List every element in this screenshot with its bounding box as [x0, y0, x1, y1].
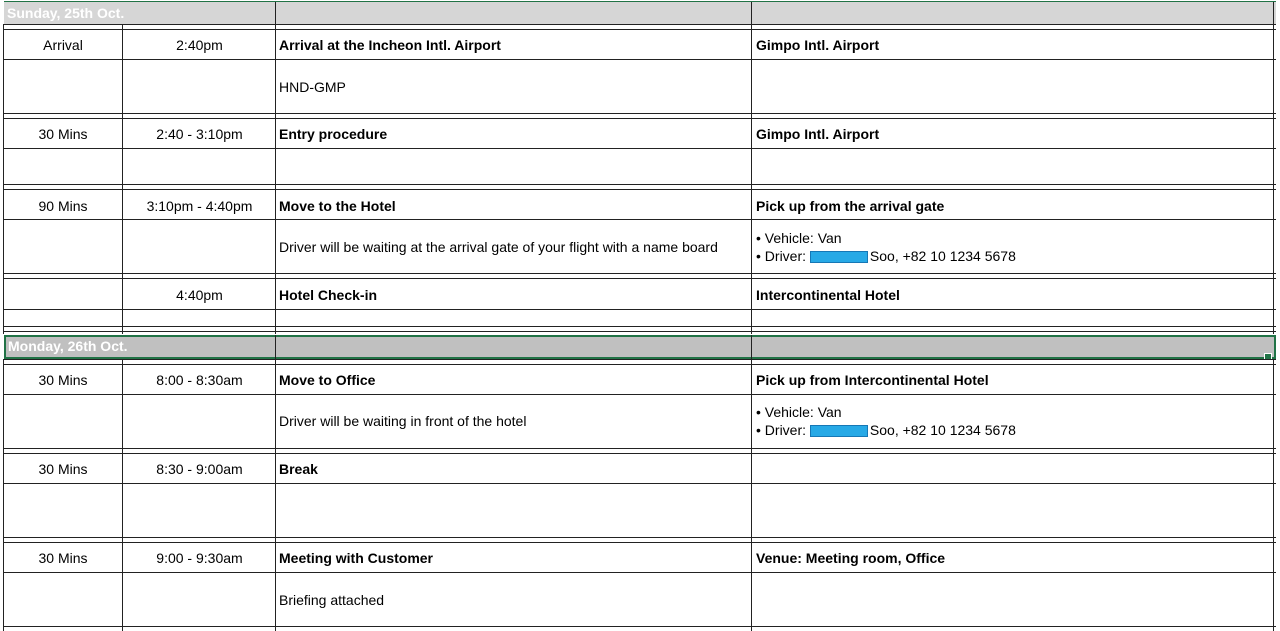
- row-divider: [4, 148, 1276, 149]
- activity-title-cell[interactable]: Meeting with Customer: [279, 550, 434, 566]
- time-cell[interactable]: 9:00 - 9:30am: [156, 550, 243, 566]
- duration-cell[interactable]: 30 Mins: [38, 126, 88, 142]
- table-border-left: [3, 359, 4, 631]
- row-divider: [4, 483, 1276, 484]
- time-cell[interactable]: 8:30 - 9:00am: [156, 461, 243, 477]
- activity-title-cell[interactable]: Arrival at the Incheon Intl. Airport: [279, 37, 501, 53]
- vehicle-line: • Vehicle: Van: [756, 404, 842, 420]
- location-cell[interactable]: Pick up from the arrival gate: [756, 198, 945, 214]
- activity-title-cell[interactable]: Move to the Hotel: [279, 198, 396, 214]
- day-header-label: Monday, 26th Oct.: [8, 338, 128, 354]
- activity-note-cell[interactable]: HND-GMP: [279, 79, 346, 95]
- redacted-name-block: [810, 425, 868, 437]
- pickup-details-cell[interactable]: [756, 403, 1016, 438]
- column-divider: [122, 24, 123, 334]
- duration-cell[interactable]: 30 Mins: [38, 372, 88, 388]
- row-separator: [4, 448, 1276, 454]
- location-cell[interactable]: Pick up from Intercontinental Hotel: [756, 372, 989, 388]
- vehicle-line: • Vehicle: Van: [756, 230, 842, 246]
- time-cell[interactable]: 4:40pm: [176, 287, 223, 303]
- row-separator: [4, 273, 1276, 279]
- location-cell[interactable]: Intercontinental Hotel: [756, 287, 900, 303]
- table-border-left: [3, 24, 4, 334]
- row-separator: [4, 113, 1276, 119]
- day-header-sunday[interactable]: Sunday, 25th Oct.: [4, 2, 1276, 24]
- duration-cell[interactable]: Arrival: [43, 37, 83, 53]
- activity-note-cell[interactable]: Driver will be waiting at the arrival gate of your flight with a name board: [279, 239, 718, 255]
- time-cell[interactable]: 2:40 - 3:10pm: [156, 126, 243, 142]
- column-divider: [751, 2, 752, 334]
- row-separator: [4, 24, 1276, 30]
- time-cell[interactable]: 8:00 - 8:30am: [156, 372, 243, 388]
- table-border-right: [1273, 2, 1274, 334]
- table-border-right: [1273, 359, 1274, 631]
- activity-title-cell[interactable]: Hotel Check-in: [279, 287, 378, 303]
- activity-note-cell[interactable]: Driver will be waiting in front of the hotel: [279, 413, 527, 429]
- location-cell[interactable]: Gimpo Intl. Airport: [756, 126, 880, 142]
- time-cell[interactable]: 2:40pm: [176, 37, 223, 53]
- duration-cell[interactable]: 30 Mins: [38, 461, 88, 477]
- row-divider: [4, 394, 1276, 395]
- column-divider: [275, 2, 276, 334]
- day-header-monday[interactable]: [4, 335, 1276, 359]
- column-divider: [122, 359, 123, 631]
- activity-title-cell[interactable]: Move to Office: [279, 372, 376, 388]
- activity-title-cell[interactable]: Break: [279, 461, 318, 477]
- location-cell[interactable]: Gimpo Intl. Airport: [756, 37, 880, 53]
- duration-cell[interactable]: 90 Mins: [38, 198, 88, 214]
- row-separator: [4, 537, 1276, 543]
- row-divider: [4, 572, 1276, 573]
- activity-title-cell[interactable]: Entry procedure: [279, 126, 388, 142]
- column-divider: [275, 335, 276, 631]
- location-cell[interactable]: Venue: Meeting room, Office: [756, 550, 946, 566]
- duration-cell[interactable]: 30 Mins: [38, 550, 88, 566]
- row-divider: [4, 309, 1276, 310]
- driver-label: • Driver:: [756, 422, 810, 438]
- driver-line: [756, 247, 1016, 265]
- driver-line: [756, 421, 1016, 439]
- driver-contact: Soo, +82 10 1234 5678: [869, 248, 1016, 264]
- row-divider: [4, 59, 1276, 60]
- row-separator: [4, 184, 1276, 190]
- redacted-name-block: [810, 251, 868, 263]
- sheet-top-border: [4, 1, 1276, 2]
- row-divider: [4, 626, 1276, 627]
- row-separator: [4, 326, 1276, 332]
- activity-note-cell[interactable]: Briefing attached: [279, 592, 385, 608]
- driver-contact: Soo, +82 10 1234 5678: [869, 422, 1016, 438]
- time-cell[interactable]: 3:10pm - 4:40pm: [146, 198, 253, 214]
- driver-label: • Driver:: [756, 248, 810, 264]
- column-divider: [751, 335, 752, 631]
- pickup-details-cell[interactable]: [756, 229, 1016, 264]
- row-separator: [4, 359, 1276, 365]
